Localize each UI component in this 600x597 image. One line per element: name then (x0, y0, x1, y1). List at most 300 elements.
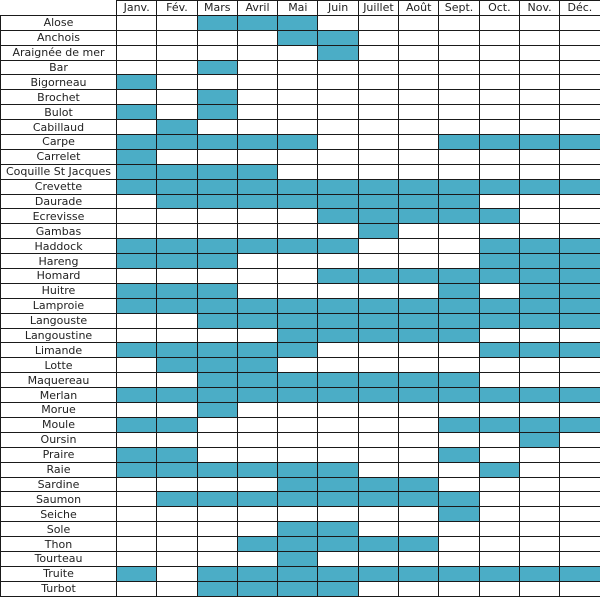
off-season-cell (560, 447, 600, 462)
in-season-cell (318, 373, 358, 388)
in-season-cell (358, 566, 398, 581)
off-season-cell (318, 403, 358, 418)
in-season-cell (197, 194, 237, 209)
species-name: Moule (1, 417, 117, 432)
off-season-cell (197, 120, 237, 135)
in-season-cell (278, 135, 318, 150)
table-row (1, 209, 600, 224)
off-season-cell (278, 403, 318, 418)
month-header: Avril (237, 1, 277, 16)
in-season-cell (399, 492, 439, 507)
off-season-cell (519, 522, 559, 537)
species-name: Cabillaud (1, 120, 117, 135)
month-header: Mars (197, 1, 237, 16)
in-season-cell (117, 298, 157, 313)
in-season-cell (399, 298, 439, 313)
off-season-cell (237, 283, 277, 298)
off-season-cell (519, 477, 559, 492)
in-season-cell (560, 343, 600, 358)
off-season-cell (157, 477, 197, 492)
in-season-cell (237, 313, 277, 328)
in-season-cell (399, 388, 439, 403)
off-season-cell (439, 164, 479, 179)
in-season-cell (479, 417, 519, 432)
off-season-cell (358, 432, 398, 447)
off-season-cell (479, 492, 519, 507)
table-row (1, 492, 600, 507)
table-row (1, 75, 600, 90)
in-season-cell (519, 283, 559, 298)
in-season-cell (439, 179, 479, 194)
in-season-cell (197, 298, 237, 313)
off-season-cell (117, 224, 157, 239)
in-season-cell (157, 254, 197, 269)
off-season-cell (399, 254, 439, 269)
in-season-cell (479, 313, 519, 328)
in-season-cell (157, 298, 197, 313)
in-season-cell (479, 462, 519, 477)
off-season-cell (117, 492, 157, 507)
off-season-cell (479, 75, 519, 90)
in-season-cell (278, 30, 318, 45)
in-season-cell (560, 566, 600, 581)
in-season-cell (519, 298, 559, 313)
off-season-cell (560, 105, 600, 120)
in-season-cell (358, 492, 398, 507)
in-season-cell (439, 373, 479, 388)
off-season-cell (519, 551, 559, 566)
off-season-cell (358, 551, 398, 566)
in-season-cell (560, 135, 600, 150)
in-season-cell (117, 149, 157, 164)
off-season-cell (117, 403, 157, 418)
off-season-cell (197, 537, 237, 552)
off-season-cell (358, 149, 398, 164)
off-season-cell (560, 209, 600, 224)
in-season-cell (358, 537, 398, 552)
in-season-cell (197, 462, 237, 477)
in-season-cell (278, 239, 318, 254)
in-season-cell (197, 358, 237, 373)
off-season-cell (399, 432, 439, 447)
off-season-cell (479, 403, 519, 418)
month-header: Juillet (358, 1, 398, 16)
off-season-cell (237, 507, 277, 522)
off-season-cell (117, 90, 157, 105)
off-season-cell (399, 45, 439, 60)
in-season-cell (318, 179, 358, 194)
table-row (1, 417, 600, 432)
off-season-cell (278, 358, 318, 373)
table-row (1, 179, 600, 194)
table-row (1, 566, 600, 581)
off-season-cell (560, 45, 600, 60)
in-season-cell (439, 194, 479, 209)
table-row (1, 537, 600, 552)
off-season-cell (117, 209, 157, 224)
month-header: Nov. (519, 1, 559, 16)
in-season-cell (318, 45, 358, 60)
in-season-cell (157, 135, 197, 150)
off-season-cell (117, 45, 157, 60)
off-season-cell (479, 45, 519, 60)
in-season-cell (197, 283, 237, 298)
species-name: Maquereau (1, 373, 117, 388)
in-season-cell (519, 179, 559, 194)
in-season-cell (479, 179, 519, 194)
in-season-cell (399, 313, 439, 328)
off-season-cell (560, 462, 600, 477)
species-name: Coquille St Jacques (1, 164, 117, 179)
off-season-cell (399, 447, 439, 462)
off-season-cell (519, 30, 559, 45)
off-season-cell (278, 283, 318, 298)
off-season-cell (560, 432, 600, 447)
in-season-cell (318, 298, 358, 313)
table-row (1, 149, 600, 164)
off-season-cell (358, 120, 398, 135)
in-season-cell (358, 179, 398, 194)
in-season-cell (278, 343, 318, 358)
in-season-cell (318, 269, 358, 284)
off-season-cell (117, 328, 157, 343)
species-name: Daurade (1, 194, 117, 209)
off-season-cell (358, 239, 398, 254)
off-season-cell (197, 149, 237, 164)
off-season-cell (318, 417, 358, 432)
in-season-cell (117, 254, 157, 269)
month-header: Fév. (157, 1, 197, 16)
off-season-cell (358, 45, 398, 60)
off-season-cell (197, 432, 237, 447)
off-season-cell (197, 551, 237, 566)
off-season-cell (117, 313, 157, 328)
in-season-cell (237, 566, 277, 581)
off-season-cell (439, 462, 479, 477)
off-season-cell (358, 343, 398, 358)
in-season-cell (278, 373, 318, 388)
in-season-cell (318, 30, 358, 45)
in-season-cell (519, 239, 559, 254)
in-season-cell (358, 477, 398, 492)
in-season-cell (318, 462, 358, 477)
off-season-cell (157, 373, 197, 388)
in-season-cell (157, 492, 197, 507)
in-season-cell (117, 239, 157, 254)
in-season-cell (197, 60, 237, 75)
off-season-cell (560, 164, 600, 179)
species-name: Carpe (1, 135, 117, 150)
header-row (1, 1, 600, 16)
off-season-cell (519, 15, 559, 30)
off-season-cell (399, 522, 439, 537)
in-season-cell (237, 462, 277, 477)
off-season-cell (358, 254, 398, 269)
in-season-cell (519, 343, 559, 358)
in-season-cell (237, 298, 277, 313)
table-row (1, 269, 600, 284)
off-season-cell (117, 551, 157, 566)
off-season-cell (278, 432, 318, 447)
in-season-cell (479, 239, 519, 254)
in-season-cell (358, 209, 398, 224)
off-season-cell (399, 120, 439, 135)
table-row (1, 135, 600, 150)
in-season-cell (157, 447, 197, 462)
off-season-cell (278, 75, 318, 90)
in-season-cell (117, 447, 157, 462)
off-season-cell (278, 164, 318, 179)
in-season-cell (439, 269, 479, 284)
off-season-cell (237, 254, 277, 269)
off-season-cell (318, 343, 358, 358)
off-season-cell (439, 432, 479, 447)
off-season-cell (519, 403, 559, 418)
off-season-cell (560, 477, 600, 492)
in-season-cell (560, 298, 600, 313)
in-season-cell (358, 194, 398, 209)
off-season-cell (399, 15, 439, 30)
table-row (1, 313, 600, 328)
species-name: Bar (1, 60, 117, 75)
in-season-cell (318, 328, 358, 343)
in-season-cell (278, 522, 318, 537)
off-season-cell (439, 551, 479, 566)
in-season-cell (439, 447, 479, 462)
off-season-cell (358, 164, 398, 179)
table-row (1, 283, 600, 298)
table-row (1, 105, 600, 120)
off-season-cell (519, 224, 559, 239)
off-season-cell (197, 45, 237, 60)
in-season-cell (318, 581, 358, 596)
off-season-cell (479, 522, 519, 537)
in-season-cell (197, 581, 237, 596)
in-season-cell (560, 254, 600, 269)
in-season-cell (519, 417, 559, 432)
in-season-cell (157, 417, 197, 432)
in-season-cell (439, 209, 479, 224)
off-season-cell (278, 149, 318, 164)
species-name: Morue (1, 403, 117, 418)
season-table-body (1, 15, 600, 596)
month-header: Sept. (439, 1, 479, 16)
table-row (1, 551, 600, 566)
off-season-cell (399, 403, 439, 418)
off-season-cell (157, 581, 197, 596)
off-season-cell (519, 462, 559, 477)
off-season-cell (157, 90, 197, 105)
off-season-cell (560, 194, 600, 209)
off-season-cell (157, 313, 197, 328)
month-header: Oct. (479, 1, 519, 16)
off-season-cell (117, 194, 157, 209)
in-season-cell (197, 388, 237, 403)
off-season-cell (519, 373, 559, 388)
off-season-cell (479, 105, 519, 120)
off-season-cell (157, 60, 197, 75)
off-season-cell (560, 120, 600, 135)
off-season-cell (157, 224, 197, 239)
in-season-cell (117, 135, 157, 150)
off-season-cell (237, 477, 277, 492)
species-name: Praire (1, 447, 117, 462)
off-season-cell (157, 209, 197, 224)
off-season-cell (358, 447, 398, 462)
table-row (1, 90, 600, 105)
in-season-cell (117, 462, 157, 477)
off-season-cell (358, 507, 398, 522)
off-season-cell (519, 447, 559, 462)
table-row (1, 120, 600, 135)
in-season-cell (237, 358, 277, 373)
in-season-cell (318, 388, 358, 403)
table-row (1, 462, 600, 477)
off-season-cell (439, 15, 479, 30)
off-season-cell (278, 417, 318, 432)
off-season-cell (399, 239, 439, 254)
off-season-cell (237, 60, 277, 75)
off-season-cell (439, 224, 479, 239)
in-season-cell (117, 343, 157, 358)
off-season-cell (237, 90, 277, 105)
month-header: Août (399, 1, 439, 16)
off-season-cell (318, 254, 358, 269)
off-season-cell (117, 522, 157, 537)
off-season-cell (117, 269, 157, 284)
off-season-cell (318, 358, 358, 373)
off-season-cell (399, 164, 439, 179)
in-season-cell (237, 179, 277, 194)
off-season-cell (358, 581, 398, 596)
month-header: Déc. (560, 1, 600, 16)
corner-cell (1, 1, 117, 16)
off-season-cell (399, 60, 439, 75)
off-season-cell (197, 224, 237, 239)
species-name: Haddock (1, 239, 117, 254)
off-season-cell (278, 60, 318, 75)
off-season-cell (358, 15, 398, 30)
off-season-cell (237, 45, 277, 60)
off-season-cell (278, 90, 318, 105)
species-name: Lotte (1, 358, 117, 373)
in-season-cell (278, 194, 318, 209)
off-season-cell (439, 239, 479, 254)
in-season-cell (278, 313, 318, 328)
off-season-cell (157, 537, 197, 552)
in-season-cell (157, 179, 197, 194)
off-season-cell (479, 60, 519, 75)
species-name: Seiche (1, 507, 117, 522)
in-season-cell (237, 537, 277, 552)
off-season-cell (479, 283, 519, 298)
off-season-cell (237, 522, 277, 537)
in-season-cell (237, 343, 277, 358)
species-name: Homard (1, 269, 117, 284)
in-season-cell (157, 239, 197, 254)
in-season-cell (237, 388, 277, 403)
off-season-cell (237, 551, 277, 566)
in-season-cell (318, 537, 358, 552)
in-season-cell (197, 15, 237, 30)
species-name: Saumon (1, 492, 117, 507)
off-season-cell (237, 417, 277, 432)
off-season-cell (439, 30, 479, 45)
off-season-cell (237, 269, 277, 284)
off-season-cell (479, 507, 519, 522)
off-season-cell (479, 328, 519, 343)
in-season-cell (237, 15, 277, 30)
off-season-cell (519, 209, 559, 224)
in-season-cell (318, 522, 358, 537)
off-season-cell (399, 105, 439, 120)
off-season-cell (237, 224, 277, 239)
in-season-cell (237, 135, 277, 150)
off-season-cell (560, 403, 600, 418)
species-name: Alose (1, 15, 117, 30)
off-season-cell (479, 537, 519, 552)
off-season-cell (479, 120, 519, 135)
in-season-cell (560, 283, 600, 298)
off-season-cell (358, 90, 398, 105)
off-season-cell (519, 164, 559, 179)
table-row (1, 194, 600, 209)
in-season-cell (278, 581, 318, 596)
off-season-cell (439, 537, 479, 552)
off-season-cell (399, 30, 439, 45)
table-row (1, 224, 600, 239)
off-season-cell (278, 45, 318, 60)
table-row (1, 254, 600, 269)
off-season-cell (197, 30, 237, 45)
in-season-cell (278, 477, 318, 492)
off-season-cell (117, 358, 157, 373)
in-season-cell (519, 313, 559, 328)
in-season-cell (157, 358, 197, 373)
off-season-cell (117, 373, 157, 388)
off-season-cell (439, 477, 479, 492)
table-row (1, 522, 600, 537)
off-season-cell (560, 581, 600, 596)
off-season-cell (399, 283, 439, 298)
in-season-cell (399, 179, 439, 194)
in-season-cell (439, 283, 479, 298)
off-season-cell (439, 343, 479, 358)
in-season-cell (479, 135, 519, 150)
in-season-cell (318, 194, 358, 209)
off-season-cell (197, 507, 237, 522)
off-season-cell (197, 269, 237, 284)
off-season-cell (197, 328, 237, 343)
off-season-cell (197, 447, 237, 462)
off-season-cell (399, 90, 439, 105)
off-season-cell (560, 149, 600, 164)
off-season-cell (439, 403, 479, 418)
off-season-cell (519, 492, 559, 507)
off-season-cell (439, 75, 479, 90)
in-season-cell (519, 269, 559, 284)
in-season-cell (318, 209, 358, 224)
off-season-cell (358, 135, 398, 150)
off-season-cell (157, 45, 197, 60)
table-row (1, 328, 600, 343)
species-name: Brochet (1, 90, 117, 105)
in-season-cell (278, 566, 318, 581)
in-season-cell (439, 313, 479, 328)
in-season-cell (197, 492, 237, 507)
off-season-cell (318, 283, 358, 298)
off-season-cell (197, 209, 237, 224)
